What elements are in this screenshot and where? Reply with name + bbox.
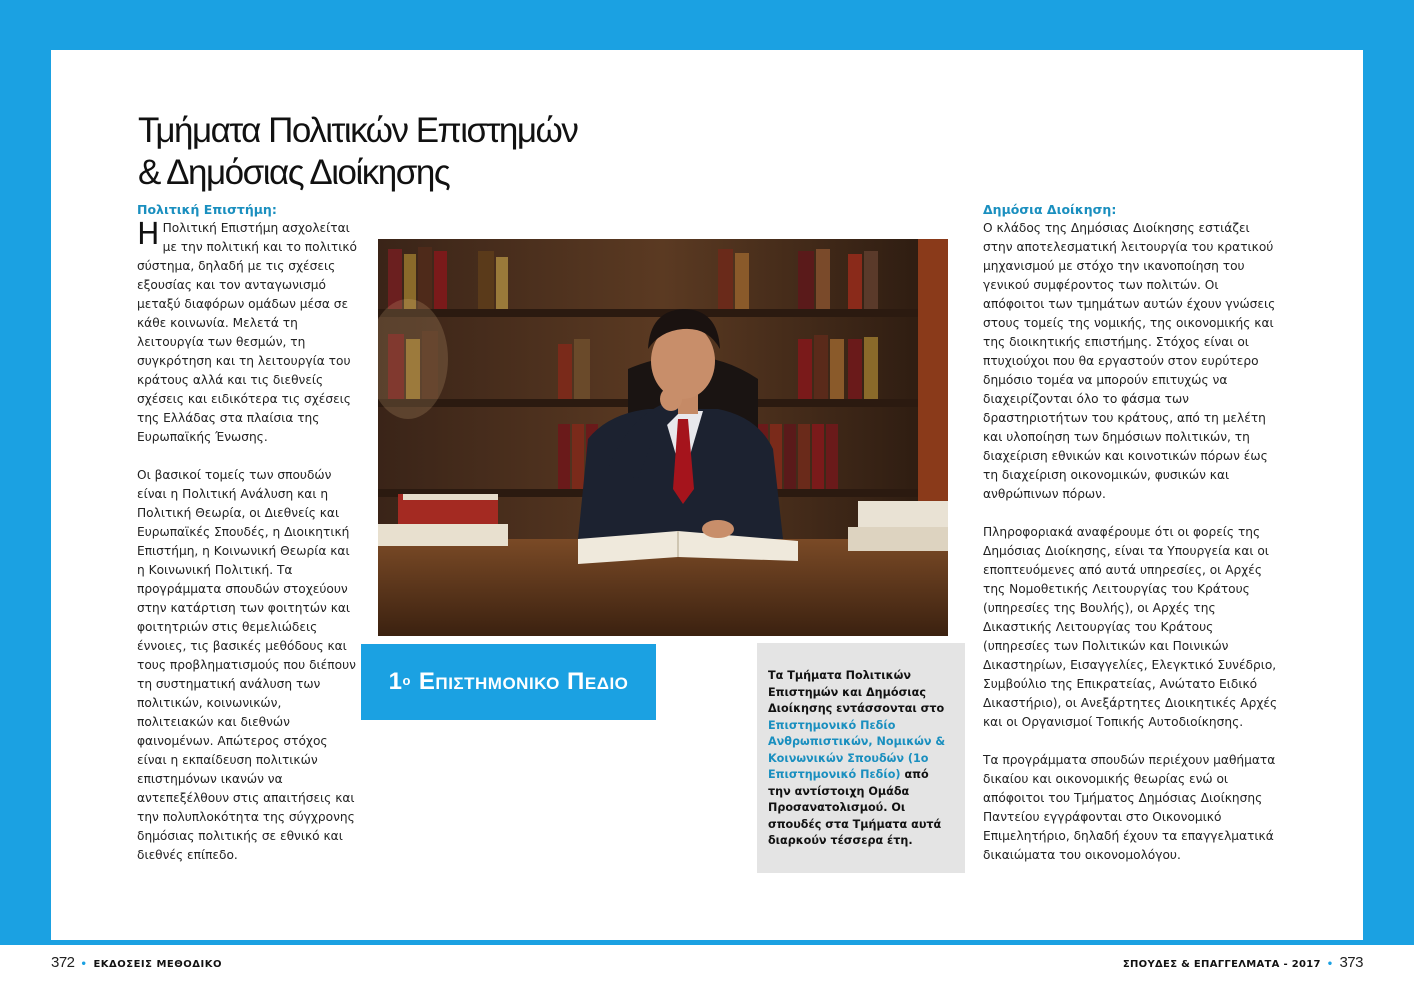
field-number: 1 [388, 668, 403, 695]
title-line-1: Τμήματα Πολιτικών Επιστημών [138, 111, 578, 150]
field-label: Επιστημονικο Πεδιο [418, 668, 629, 695]
page-number-left: 372 [51, 954, 75, 971]
political-science-areas: Οι βασικοί τομείς των σπουδών είναι η Πολιτική Ανάλυση και η Πολιτική Θεωρία, οι Διεθνείς και Ευρωπαϊκές Σπουδές, η Διοικητική Επιστήμη, η Κοινωνική Θεωρία και η Κοινωνική Πολιτική. Τα προγράμματα σπουδών στοχεύουν στην κατάρτιση των φοιτητών και φοιτητριών στις θεμελιώδεις έννοιες, τις βασικές μεθόδους και τους προβληματισμούς που διέπουν τη συστηματική ανάλυση των πολιτικών, κοινωνικών, πολιτειακών και διεθνών φαινομένων. Απώτερος στόχος είναι η εκπαίδευση πολιτικών επιστημόνων ικανών να αντεπεξέλθουν στις απαιτήσεις και την πολυπλοκότητα της σύγχρονης δημόσιας πολιτικής σε εθνικό και διεθνές επίπεδο. [137, 468, 356, 862]
footer-left [51, 954, 222, 971]
scientific-field-badge [361, 644, 656, 720]
info-text-3: Οι σπουδές στα Τμήματα αυτά διαρκούν τέσσερα έτη. [768, 801, 942, 847]
info-text-1: Τα Τμήματα Πολιτικών Επιστημών και Δημόσιας Διοίκησης εντάσσονται στο [768, 669, 945, 715]
page-frame-left [0, 0, 51, 945]
footer-bullet-right: • [1326, 959, 1334, 970]
page-frame-top [0, 0, 1414, 50]
publisher-name: ΕΚΔΟΣΕΙΣ ΜΕΘΟΔΙΚΟ [93, 959, 222, 970]
dropcap: Η [137, 217, 160, 252]
page-title [138, 110, 698, 194]
page-frame-right [1363, 0, 1414, 945]
public-administration-text: Ο κλάδος της Δημόσιας Διοίκησης εστιάζει στην αποτελεσματική λειτουργία του κρατικού μηχανισμού με στόχο την ικανοποίηση του γενικού συμφέροντος των πολιτών. Οι απόφοιτοι των τμημάτων αυτών έχουν γνώσεις στους τομείς της νομικής, της οικονομικής και της διοικητικής επιστήμης. Στόχος είναι οι πτυχιούχοι που θα εργαστούν στον ευρύτερο δημόσιο τομέα να μπορούν επιτυχώς να διαχειρίζονται όλο το φάσμα των δραστηριοτήτων του κράτους, από τη μελέτη και υλοποίηση των δημόσιων πολιτικών, τη διαχείριση εθνικών και κοινοτικών πόρων έως τη διαχείριση οικονομικών, φυσικών και ανθρώπινων πόρων. [983, 221, 1276, 501]
title-line-2: & Δημόσιας Διοίκησης [138, 153, 450, 192]
political-science-heading: Πολιτική Επιστήμη: [137, 202, 277, 217]
info-text-2: από την αντίστοιχη Ομάδα Προσανατολισμού. [768, 768, 929, 814]
public-administration-bodies: Πληροφοριακά αναφέρουμε ότι οι φορείς της Δημόσιας Διοίκησης, είναι τα Υπουργεία και οι εποπτευόμενες από αυτά υπηρεσίες, οι Αρχές της Νομοθετικής Λειτουργίας του Κράτους (υπηρεσίες της Βουλής), οι Αρχές της Δικαστικής Λειτουργίας του Κράτους (υπηρεσίες των Πολιτικών και Ποινικών Δικαστηρίων, Εισαγγελίες, Ελεγκτικό Συνέδριο, Συμβούλιο της Επικρατείας, Ανώτατο Ειδικό Δικαστήριο), οι Ανεξάρτητες Διοικητικές Αρχές και οι Οργανισμοί Τοπικής Αυτοδιοίκησης. [983, 525, 1278, 729]
public-administration-programs: Τα προγράμματα σπουδών περιέχουν μαθήματα δικαίου και οικονομικής θεωρίας ενώ οι απόφοιτοι του Τμήματος Δημόσιας Διοίκησης Παντείου εγγράφονται στο Οικονομικό Επιμελητήριο, δηλαδή έχουν τα επαγγελματικά δικαιώματα του οικονομολόγου. [983, 753, 1276, 862]
footer-bullet-left: • [80, 959, 88, 970]
left-column [137, 200, 359, 884]
info-accent: Επιστημονικό Πεδίο Ανθρωπιστικών, Νομικών & Κοινωνικών Σπουδών (1ο Επιστημονικό Πεδίο) [768, 718, 946, 781]
public-administration-heading: Δημόσια Διοίκηση: [983, 202, 1117, 217]
publication-title: ΣΠΟΥΔΕΣ & ΕΠΑΓΓΕΛΜΑΤΑ - 2017 [1122, 959, 1321, 970]
student-reading-photo [378, 239, 948, 636]
political-science-intro [137, 219, 359, 447]
info-box [757, 643, 965, 873]
field-ordinal: ο [402, 672, 411, 688]
page-number-right: 373 [1339, 954, 1363, 971]
footer-right [1123, 954, 1363, 971]
right-column [983, 200, 1283, 884]
political-science-text: Πολιτική Επιστήμη ασχολείται με την πολιτική και το πολιτικό σύστημα, δηλαδή με τις σχέσεις εξουσίας και τον ανταγωνισμό μεταξύ διαφόρων ομάδων μέσα σε κάθε κοινωνία. Μελετά τη λειτουργία των θεσμών, τη συγκρότηση και τη λειτουργία του κράτους αλλά και τις διεθνείς σχέσεις και ειδικότερα τις σχέσεις της Ελλάδας στα πλαίσια της Ευρωπαϊκής Ένωσης. [137, 221, 358, 444]
